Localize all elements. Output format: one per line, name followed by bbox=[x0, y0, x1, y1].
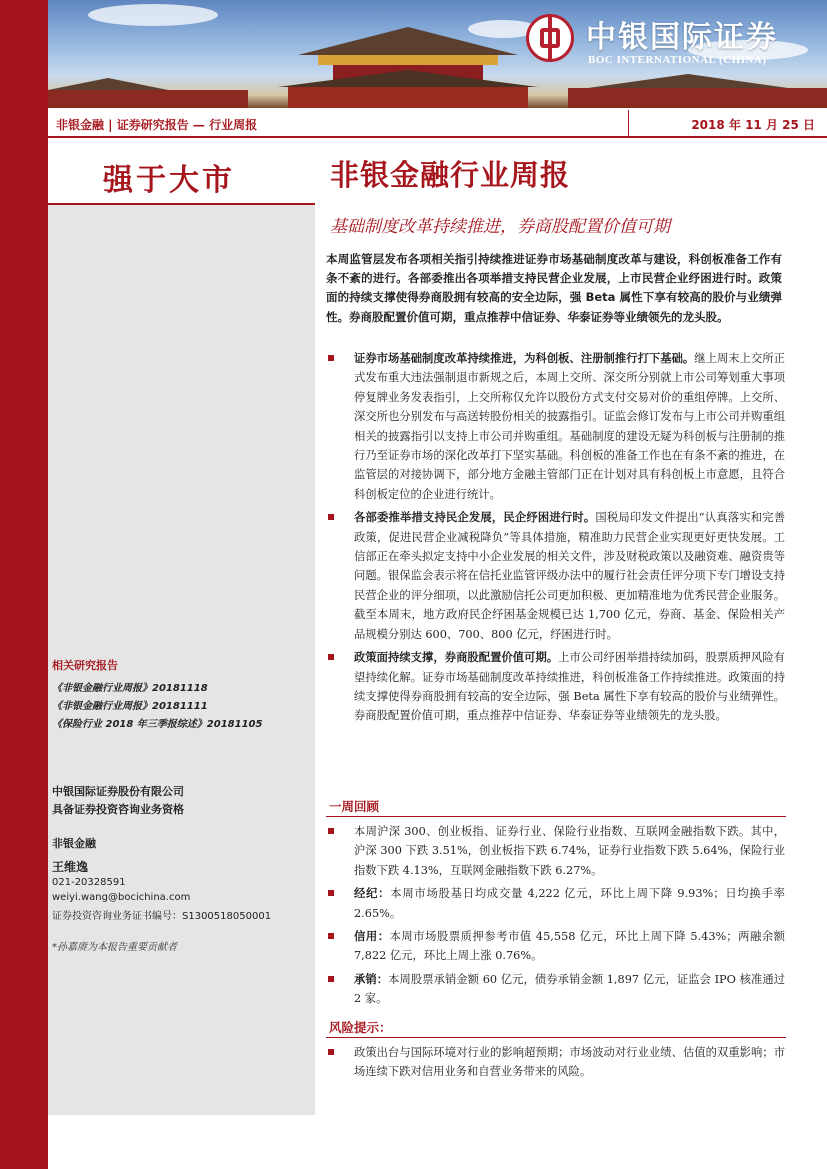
risk-item: 政策出台与国际环境对行业的影响超预期；市场波动对行业业绩、估值的双重影响；市场连续下跌对信用业务和自营业务带来的风险。 bbox=[325, 1043, 785, 1082]
bullet-square-icon bbox=[328, 976, 334, 982]
rating-label: 强于大市 bbox=[103, 163, 235, 198]
bullet-square-icon bbox=[328, 355, 334, 361]
analyst-email[interactable]: weiyi.wang@bocichina.com bbox=[52, 892, 191, 903]
related-report-item: 《非银金融行业周报》20181111 bbox=[52, 701, 208, 712]
risk-divider bbox=[326, 1037, 786, 1038]
sidebar-panel bbox=[48, 140, 315, 1115]
report-date: 2018 年 11 月 25 日 bbox=[691, 118, 815, 132]
bullet-square-icon bbox=[328, 654, 334, 660]
review-heading: 一周回顾 bbox=[329, 799, 380, 814]
report-title: 非银金融行业周报 bbox=[330, 158, 571, 192]
key-point: 政策面持续支撑，券商股配置价值可期。上市公司纾困举措持续加码，股票质押风险有望持续化解。证券市场基础制度改革持续推进，科创板准备工作持续推进。政策面的持续支撑使得券商股拥有较高的安全边际，强 Beta 属性下享有较高的股价与业绩弹性。券商股配置价值可期，重点推荐中信证券、华泰证券等业绩领先的龙头股。 bbox=[325, 648, 785, 726]
rooftops-illustration bbox=[48, 70, 827, 108]
related-reports-heading: 相关研究报告 bbox=[52, 659, 118, 672]
rating-box bbox=[48, 140, 315, 205]
page-edge-bar bbox=[0, 0, 48, 1169]
header-banner bbox=[48, 0, 827, 108]
analyst-license: 证券投资咨询业务证书编号：S1300518050001 bbox=[52, 911, 272, 922]
report-subtitle: 基础制度改革持续推进，券商股配置价值可期 bbox=[330, 217, 670, 237]
analyst-phone: 021-20328591 bbox=[52, 877, 126, 888]
boc-logo-icon bbox=[526, 14, 574, 62]
risk-list bbox=[325, 1043, 785, 1086]
review-item: 本周沪深 300、创业板指、证券行业、保险行业指数、互联网金融指数下跌。其中，沪深 300 下跌 3.51%，创业板指下跌 6.74%，证券行业指数下跌 5.64%，保险行业指数下跌 4.13%，互联网金融指数下跌 6.27%。 bbox=[325, 822, 785, 880]
risk-heading: 风险提示： bbox=[329, 1020, 392, 1035]
review-divider bbox=[326, 816, 786, 817]
related-report-item: 《非银金融行业周报》20181118 bbox=[52, 683, 208, 694]
analyst-name: 王维逸 bbox=[52, 860, 89, 874]
review-item: 信用：本周市场股票质押参考市值 45,558 亿元，环比上周下降 5.43%；两融余额 7,822 亿元，环比上周上涨 0.76%。 bbox=[325, 927, 785, 966]
bullet-square-icon bbox=[328, 828, 334, 834]
review-list bbox=[325, 822, 785, 1013]
bullet-square-icon bbox=[328, 514, 334, 520]
brand-name-en: BOC INTERNATIONAL (CHINA) bbox=[588, 54, 767, 66]
bullet-square-icon bbox=[328, 890, 334, 896]
review-item: 承销：本周股票承销金额 60 亿元，债券承销金额 1,897 亿元，证监会 IPO 核准通过 2 家。 bbox=[325, 970, 785, 1009]
company-name: 中银国际证券股份有限公司 bbox=[52, 785, 184, 798]
bullet-square-icon bbox=[328, 1049, 334, 1055]
brand-name-cn: 中银国际证券 bbox=[586, 20, 778, 55]
related-report-item: 《保险行业 2018 年三季报综述》20181105 bbox=[52, 719, 263, 730]
analyst-sector: 非银金融 bbox=[52, 837, 96, 850]
contributor-note: *孙嘉赓为本报告重要贡献者 bbox=[52, 942, 177, 953]
company-qualification: 具备证券投资咨询业务资格 bbox=[52, 803, 184, 816]
bullet-square-icon bbox=[328, 933, 334, 939]
report-category: 非银金融 | 证券研究报告 — 行业周报 bbox=[56, 118, 258, 132]
key-point: 证券市场基础制度改革持续推进，为科创板、注册制推行打下基础。继上周末上交所正式发布重大违法强制退市新规之后，本周上交所、深交所分别就上市公司筹划重大事项停复牌业务发表指引，上交所称仅允许以股份方式支付交易对价的重组停牌。上交所、深交所也分别发布与高送转股份相关的披露指引。证监会修订发布与上市公司并购重组相关的披露指引以支持上市公司并购重组。基础制度的建设无疑为科创板与注册制的推行乃至证券市场的深化改革打下坚实基础。科创板的准备工作也在有条不紊的推进，在监管层的对接协调下，部分地方金融主管部门正在计划对具有科创板上市意愿，且符合科创板定位的企业进行统计。 bbox=[325, 349, 785, 504]
key-points-list bbox=[325, 349, 785, 730]
cloud-shape bbox=[88, 4, 218, 26]
review-item: 经纪：本周市场股基日均成交量 4,222 亿元，环比上周下降 9.93%；日均换手率 2.65%。 bbox=[325, 884, 785, 923]
key-point: 各部委推举措支持民企发展，民企纾困进行时。国税局印发文件提出“认真落实和完善政策，促进民营企业减税降负”等具体措施，精准助力民营企业实现更好更快发展。工信部正在牵头拟定支持中小企业发展的相关文件，涉及财税政策以及融资难、融资贵等问题。银保监会表示将在信托业监管评级办法中的履行社会责任评分项下专门增设支持民营企业的评分细项，以此激励信托公司更加积极、更加精准地为优秀民营企业服务。截至本周末，地方政府民企纾困基金规模已达 1,700 亿元，券商、基金、保险相关产品规模分别达 600、700、800 亿元，纾困进行时。 bbox=[325, 508, 785, 644]
report-header-strip bbox=[48, 110, 827, 138]
header-divider bbox=[628, 110, 629, 138]
summary-paragraph: 本周监管层发布各项相关指引持续推进证券市场基础制度改革与建设，科创板准备工作有条不紊的进行。各部委推出各项举措支持民营企业发展，上市民营企业纾困进行时。政策面的持续支撑使得券商股拥有较高的安全边际，强 Beta 属性下享有较高的股价与业绩弹性。券商股配置价值可期，重点推荐中信证券、华泰证券等业绩领先的龙头股。 bbox=[326, 252, 782, 324]
